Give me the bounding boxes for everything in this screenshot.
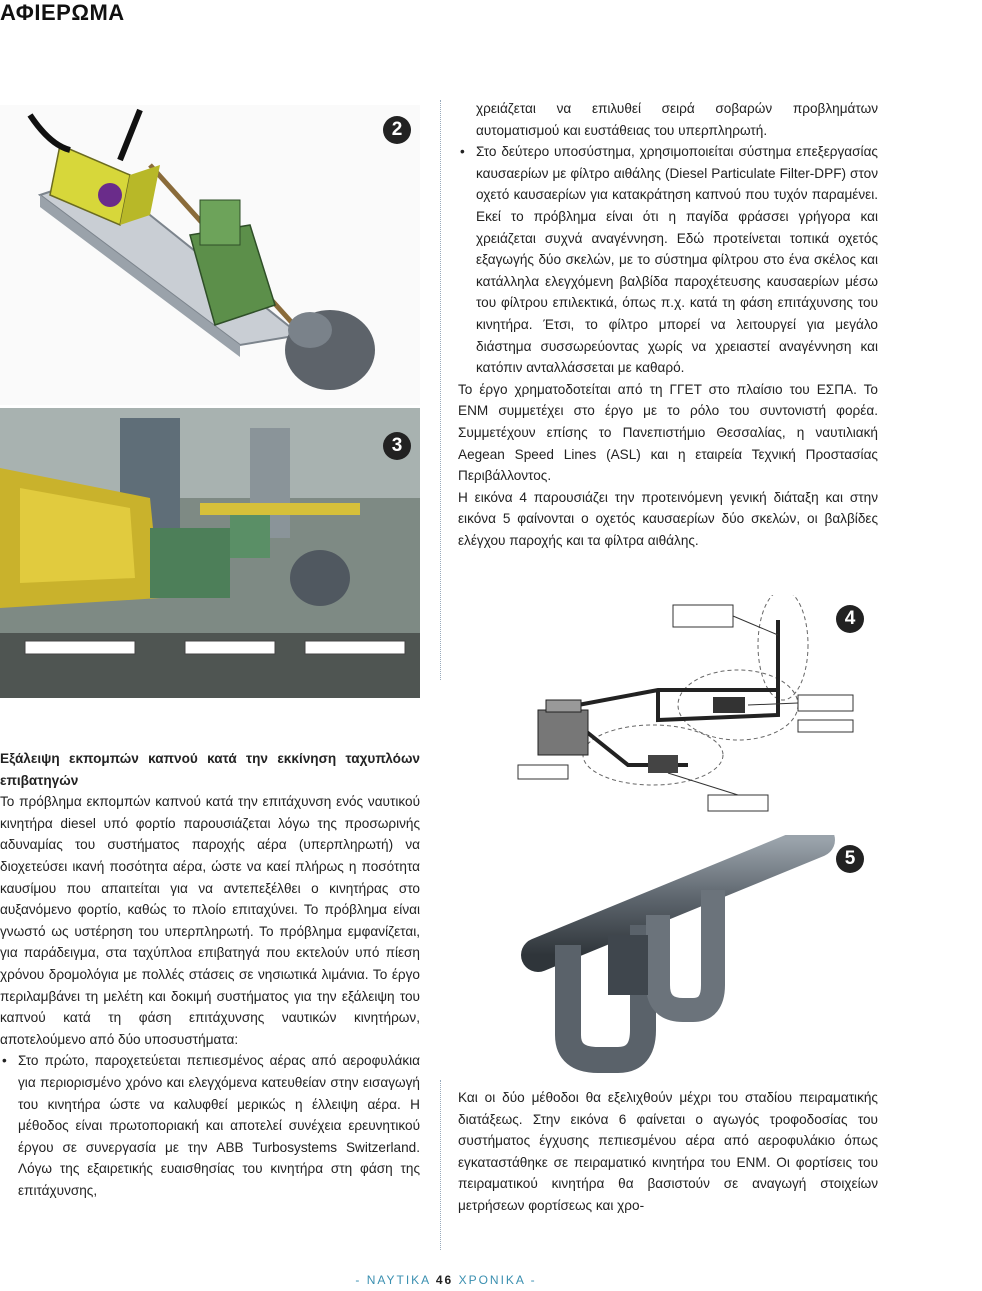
bullet-dot: •	[460, 144, 465, 160]
figure-5-render	[458, 835, 878, 1075]
figure-2-badge: 2	[383, 116, 411, 144]
closing-paragraph: Και οι δύο μέθοδοι θα εξελιχθούν μέχρι του σταδίου πειραματικής διατάξεως. Στην εικόνα 6 φαίνεται ο αγωγός τροφοδοσίας του συστήματος έγχυσης πεπιεσμένου αέρα από αεροφυλάκιο όπως εγκαταστάθηκε σε πειραματικό κινητήρα του ΕΝΜ. Οι φορτίσεις του πειραματικού κινητήρα θα βασιστούν σε αναγωγή στοιχείων μετρήσεων φορτίσεως και χρο-	[458, 1090, 878, 1213]
funding-paragraph: Το έργο χρηματοδοτείται από τη ΓΓΕΤ στο πλαίσιο του ΕΣΠΑ. Το ΕΝΜ συμμετέχει στο έργο με το ρόλο του συντονιστή φορέα. Συμμετέχουν επίσης το Πανεπιστήμιο Θεσσαλίας, η ναυτιλιακή Aegean Speed Lines (ASL) και η εταιρεία Τεχνική Προστασίας Περιβάλλοντος.	[458, 381, 878, 484]
right-column-top	[458, 98, 878, 551]
figure-2-render	[0, 105, 420, 405]
bullet-dot: •	[2, 1053, 7, 1069]
left-column-bottom	[0, 748, 420, 1201]
footer-right: ΧΡΟΝΙΚΑ -	[458, 1273, 537, 1287]
section-title: ΑΦΙΕΡΩΜΑ	[0, 0, 125, 25]
bullet-continued	[458, 98, 878, 141]
figure-3-photo	[0, 408, 420, 698]
right-column-bottom	[458, 1087, 878, 1217]
figure-5-badge: 5	[836, 845, 864, 873]
exhaust-layout-schematic	[458, 595, 878, 830]
two-leg-exhaust-render	[458, 835, 878, 1075]
article-paragraph: Το πρόβλημα εκπομπών καπνού κατά την επιτάχυνση ενός ναυτικού κινητήρα diesel υπό φορτίο παρουσιάζεται λόγω της προσωρινής αδυναμίας του συστήματος παροχής αέρα (υπερπληρωτή) να διοχετεύσει ικανή ποσότητα αέρα, ώστε να καεί πλήρως η ποσότητα καυσίμου που απαιτείται για να αντεπεξέλθει ο κινητήρας στο αυξανόμενο φορτίο, καθώς το πλοίο επιταχύνει. Το πρόβλημα είναι γνωστό ως υστέρηση του υπερπληρωτή. Το πρόβλημα εμφανίζεται, για παράδειγμα, στα ταχύπλοα επιβατηγά που εκτελούν υπό πίεση χρόνου δρομολόγια με πολλές στάσεις σε νησιωτικά λιμάνια. Το έργο περιλαμβάνει τη μελέτη και δοκιμή συστήματος για την εξάλειψη του καπνού κατά τη φάση επιτάχυνσης ναυτικών κινητήρων, αποτελούμενο από δύο υποσυστήματα:	[0, 794, 420, 1047]
page-footer	[0, 1273, 892, 1287]
figure-4-badge: 4	[836, 605, 864, 633]
figures-paragraph: Η εικόνα 4 παρουσιάζει την προτεινόμενη γενική διάταξη και στην εικόνα 5 φαίνονται ο οχετός καυσαερίων δύο σκελών, οι βαλβίδες ελέγχου παροχής και τα φίλτρα αιθάλης.	[458, 489, 878, 548]
bullet-first-subsystem	[0, 1050, 420, 1201]
engine-lab-photo	[0, 408, 420, 698]
bullet-text: Στο πρώτο, παροχετεύεται πεπιεσμένος αέρας από αεροφυλάκια για περιορισμένο χρόνο και ελεγχόμενα κατευθείαν στην εισαγωγή του κινητήρα ώστε να καλυφθεί μερικώς η έλλειψη αέρα. Η μέθοδος είναι πρωτοποριακή και αποτελεί συνέχεια ερευνητικού έργου σε συνεργασία με την ABB Turbosystems Switzerland. Λόγω της εξαιρετικής ευαισθησίας του κινητήρα στη φάση της επιτάχυνσης,	[18, 1053, 420, 1198]
page-number: 46	[435, 1273, 454, 1287]
figure-4-diagram	[458, 595, 878, 830]
intro-line: χρειάζεται να επιλυθεί σειρά σοβαρών προβλημάτων αυτοματισμού και ευστάθειας του υπερπληρωτή.	[476, 101, 878, 138]
figure-3-badge: 3	[383, 432, 411, 460]
article-heading: Εξάλειψη εκπομπών καπνού κατά την εκκίνηση ταχυπλόων επιβατηγών	[0, 751, 420, 788]
engine-model-illustration	[0, 105, 420, 405]
column-divider-lower	[440, 1080, 442, 1250]
bullet-text: Στο δεύτερο υποσύστημα, χρησιμοποιείται σύστημα επεξεργασίας καυσαερίων με φίλτρο αιθάλης (Diesel Particulate Filter-DPF) στον οχετό καυσαερίων για κατακράτηση καπνού που τυχόν παραμένει. Εκεί το πρόβλημα είναι ότι η παγίδα φράσσει γρήγορα και χρειάζεται συχνά αναγέννηση. Εδώ προτείνεται τοπικά οχετός εξαγωγής δύο σκελών, με το σύστημα φίλτρου στο ένα σκέλος και κατάλληλα ελεγχόμενη βαλβίδα παροχέτευσης καυσαερίων μέσω του φίλτρου επιλεκτικά, όπως π.χ. κατά τη φάση επιτάχυνσης του κινητήρα. Έτσι, το φίλτρο μπορεί να λειτουργεί για μεγάλο διάστημα συσσωρεύοντας χωρίς να χρειαστεί αναγέννηση και κατόπιν ανταλλάσσεται με καθαρό.	[476, 144, 878, 376]
footer-left: - ΝΑΥΤΙΚΑ	[355, 1273, 431, 1287]
bullet-second-subsystem	[458, 141, 878, 379]
column-divider	[440, 100, 442, 680]
